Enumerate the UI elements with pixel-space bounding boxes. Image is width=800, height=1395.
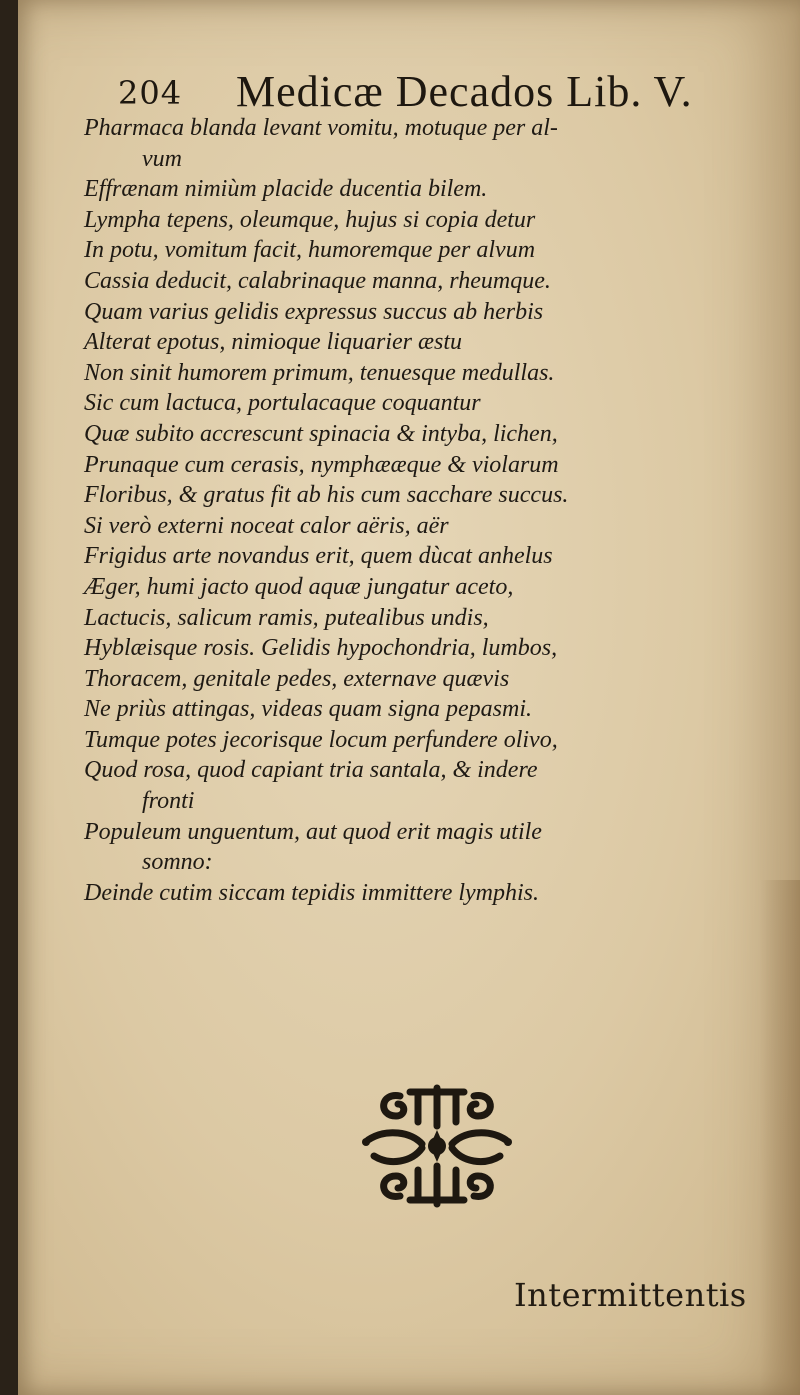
verse-line: Alterat epotus, nimioque liquarier æstu bbox=[84, 329, 462, 356]
running-head: Medicæ Decados Lib. V. bbox=[236, 67, 693, 116]
verse-line: Lympha tepens, oleumque, hujus si copia detur bbox=[84, 206, 536, 233]
verse-line: Frigidus arte novandus erit, quem dùcat anhelus bbox=[84, 543, 553, 570]
verse-line: Non sinit humorem primum, tenuesque medullas. bbox=[84, 359, 555, 386]
verse-line-continuation: somno: bbox=[142, 849, 213, 876]
verse-line: Tumque potes jecorisque locum perfundere olivo, bbox=[84, 726, 558, 753]
verse-line: Sic cum lactuca, portulacaque coquantur bbox=[84, 390, 481, 417]
page-number: 204 bbox=[118, 74, 183, 112]
printers-fleuron-icon bbox=[360, 1082, 514, 1210]
verse-line: Quod rosa, quod capiant tria santala, & indere bbox=[84, 757, 538, 784]
verse-line: Si verò externi noceat calor aëris, aër bbox=[84, 512, 449, 539]
verse-line: In potu, vomitum facit, humoremque per alvum bbox=[84, 237, 536, 264]
verse-line: Quam varius gelidis expressus succus ab herbis bbox=[84, 298, 544, 325]
verse-line: Cassia deducit, calabrinaque manna, rheumque. bbox=[84, 267, 551, 294]
verse-line: Pharmaca blanda levant vomitu, motuque per al- bbox=[84, 115, 558, 141]
verse-block bbox=[84, 113, 794, 908]
page-edge-shadow bbox=[760, 880, 800, 1395]
verse-line: Æger, humi jacto quod aquæ jungatur aceto, bbox=[84, 573, 514, 600]
book-page bbox=[18, 0, 800, 1395]
verse-line: Prunaque cum cerasis, nymphææque & violarum bbox=[84, 451, 559, 478]
verse-line: Thoracem, genitale pedes, externave quævis bbox=[84, 665, 510, 692]
verse-line: Floribus, & gratus fit ab his cum sacchare succus. bbox=[84, 482, 569, 509]
verse-line: Quæ subito accrescunt spinacia & intyba, lichen, bbox=[84, 420, 558, 447]
verse-line-continuation: fronti bbox=[142, 788, 195, 815]
catchword: Intermittentis bbox=[514, 1276, 747, 1314]
verse-line: Hyblæisque rosis. Gelidis hypochondria, lumbos, bbox=[84, 635, 558, 662]
verse-line-continuation: vum bbox=[142, 145, 182, 172]
verse-line: Effrænam nimiùm placide ducentia bilem. bbox=[84, 176, 488, 203]
verse-line: Deinde cutim siccam tepidis immittere lymphis. bbox=[84, 879, 540, 906]
verse-line: Populeum unguentum, aut quod erit magis utile bbox=[84, 818, 542, 845]
verse-line: Lactucis, salicum ramis, putealibus undis, bbox=[84, 604, 489, 631]
verse-line: Ne priùs attingas, videas quam signa pepasmi. bbox=[84, 696, 532, 723]
